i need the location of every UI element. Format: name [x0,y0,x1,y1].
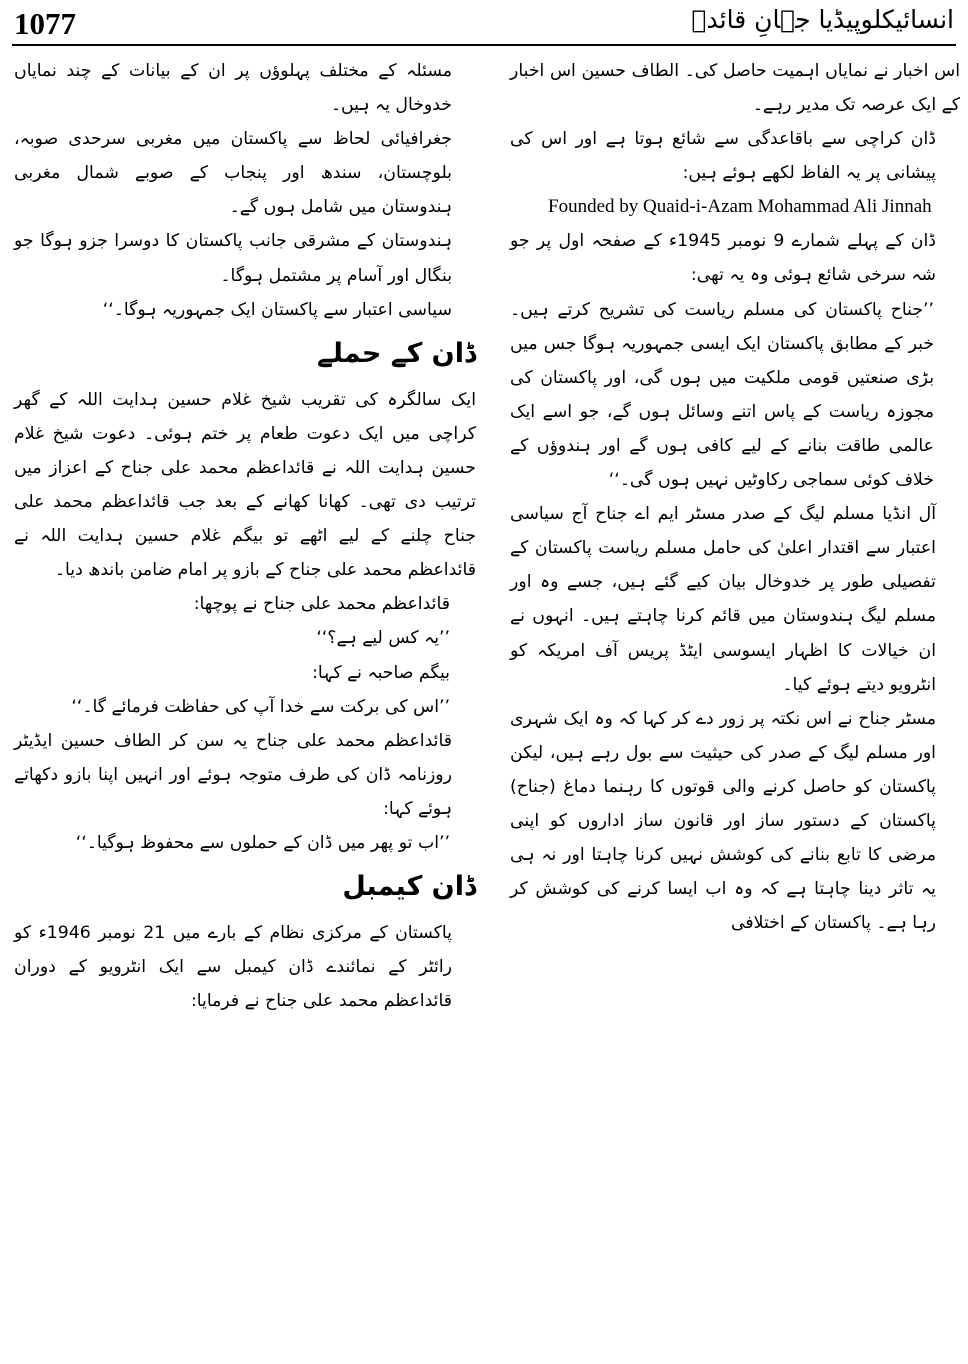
paragraph: ڈان کراچی سے باقاعدگی سے شائع ہوتا ہے اور اس کی پیشانی پر یہ الفاظ لکھے ہوئے ہیں: [510,129,936,184]
right-column [510,54,960,940]
paragraph: پاکستان کے مرکزی نظام کے بارے میں 21 نومبر 1946ء کو رائٹر کے نمائندے ڈان کیمبل سے ایک انٹرویو کے دوران قائداعظم محمد علی جناح نے فرمایا: [14,923,452,1012]
header-rule [12,44,956,46]
headline-quote: ’’جناح پاکستان کی مسلم ریاست کی تشریح کرتے ہیں۔ خبر کے مطابق پاکستان ایک ایسی جمہوریہ ہوگا جس میں بڑی صنعتیں قومی ملکیت میں ہوں گی، اور پاکستان کی مجوزہ ریاست کے پاس اتنے وسائل ہوں گے، جو اسے ایک عالمی طاقت بنانے کے لیے کافی ہوں گے اور ہندوؤں کے خلاف کوئی سماجی رکاوٹیں نہیں ہوں گی۔‘‘ [510,299,934,491]
paragraph: ایک سالگرہ کی تقریب شیخ غلام حسین ہدایت اللہ کے گھر کراچی میں ایک دعوت طعام پر ختم ہوئی۔ دعوت شیخ غلام حسین ہدایت اللہ نے قائداعظم محمد علی جناح کے اعزاز میں ترتیب دی تھی۔ کھانا کھانے کے بعد جب قائداعظم محمد علی جناح چلنے کے لیے اٹھے تو بیگم غلام حسین ہدایت اللہ نے قائداعظم محمد علی جناح کے بازو پر امام ضامن باندھ دیا۔ [14,389,476,581]
left-column [14,54,476,1018]
paragraph: ہندوستان کے مشرقی جانب پاکستان کا دوسرا جزو ہوگا جو بنگال اور آسام پر مشتمل ہوگا۔ [14,231,452,286]
paragraph: آل انڈیا مسلم لیگ کے صدر مسٹر ایم اے جناح آج سیاسی اعتبار سے اقتدار اعلیٰ کی حامل مسلم ریاست پاکستان کے تفصیلی طور پر خدوخال بیان کیے گئے ہیں، جسے وہ اور مسلم لیگ ہندوستان میں قائم کرنا چاہتے ہیں۔ انہوں نے ان خیالات کا اظہار ایسوسی ایٹڈ پریس آف امریکہ کو انٹرویو دیتے ہوئے کیا۔ [510,504,936,695]
running-title: انسائیکلوپیڈیا جہانِ قائدؒ [691,5,954,34]
dialogue-line: ’’یہ کس لیے ہے؟‘‘ [316,628,450,649]
dialogue-line: قائداعظم محمد علی جناح نے پوچھا: [193,594,450,615]
paragraph: مسئلہ کے مختلف پہلوؤں پر ان کے بیانات کے چند نمایاں خدوخال یہ ہیں۔ [14,61,452,116]
dialogue-line: ’’اس کی برکت سے خدا آپ کی حفاظت فرمائے گا۔‘‘ [71,696,450,717]
section-heading: ڈان کے حملے [316,337,476,369]
paragraph: قائداعظم محمد علی جناح یہ سن کر الطاف حسین ایڈیٹر روزنامہ ڈان کی طرف متوجہ ہوئے اور انہیں اپنا بازو دکھاتے ہوئے کہا: [14,730,452,819]
dialogue-line: ’’اب تو پھر میں ڈان کے حملوں سے محفوظ ہوگیا۔‘‘ [75,832,450,853]
paragraph: اس اخبار نے نمایاں اہمیت حاصل کی۔ الطاف حسین اس اخبار کے ایک عرصہ تک مدیر رہے۔ [510,61,960,116]
section-heading: ڈان کیمبل [342,871,476,903]
paragraph: سیاسی اعتبار سے پاکستان ایک جمہوریہ ہوگا۔‘‘ [102,299,452,320]
motto-text: Founded by Quaid-i-Azam Mohammad Ali Jinnah [548,196,932,218]
paragraph: ڈان کے پہلے شمارے 9 نومبر 1945ء کے صفحہ اول پر جو شہ سرخی شائع ہوئی وہ یہ تھی: [510,231,936,286]
paragraph: مسٹر جناح نے اس نکتہ پر زور دے کر کہا کہ وہ ایک شہری اور مسلم لیگ کے صدر کی حیثیت سے بول رہے ہیں، لیکن پاکستان کو حاصل کرنے والی قوتوں کا رہنما دماغ (جناح) پاکستان کے دستور ساز اور قانون ساز اداروں کو اپنی مرضی کا تابع بنانے کی کوشش نہیں کرنا چاہتا اور نہ ہی یہ تاثر دینا چاہتا ہے کہ وہ اب ایسا کرنے کی کوشش کر رہا ہے۔ پاکستان کے اختلافی [510,708,936,934]
paragraph: جغرافیائی لحاظ سے پاکستان میں مغربی سرحدی صوبہ، بلوچستان، سندھ اور پنجاب کے صوبے شمال مغربی ہندوستان میں شامل ہوں گے۔ [14,129,452,218]
page-number: 1077 [14,6,76,41]
dialogue-line: بیگم صاحبہ نے کہا: [312,662,450,683]
page-header [0,0,968,46]
